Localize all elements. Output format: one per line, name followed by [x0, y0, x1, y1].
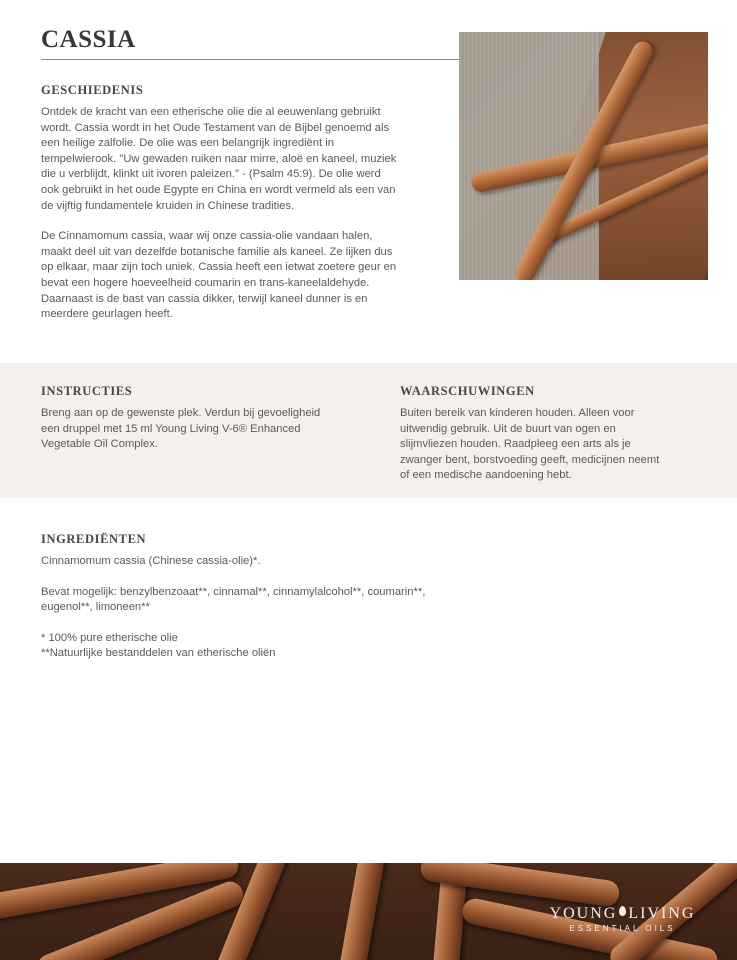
ingredients-heading: INGREDIËNTEN: [41, 532, 147, 546]
cinnamon-sticks-photo: [459, 32, 708, 280]
ingredients-main: Cinnamomum cassia (Chinese cassia-olie)*.: [41, 555, 261, 567]
history-body: [41, 105, 399, 323]
brand-name: [535, 905, 710, 923]
cinnamon-stick: [332, 863, 398, 960]
history-paragraph-2: De Cinnamomum cassia, waar wij onze cassia-olie vandaan halen, maakt deel uit van dezelfde botanische familie als kaneel. Ze lijken dus op elkaar, maar zijn toch uniek. Cassia heeft een ietwat zoetere geur en bevat een hogere hoeveelheid coumarin en trans-kaneelaldehyde. Daarnaast is de bast van cassia dikker, terwijl kaneel dunner is en meerdere geurlagen heeft.: [41, 230, 397, 321]
young-living-logo: [535, 905, 710, 933]
history-heading: GESCHIEDENIS: [41, 83, 144, 97]
instructions-section: [41, 384, 341, 453]
history-paragraph-1: Ontdek de kracht van een etherische olie die al eeuwenlang gebruikt wordt. Cassia wordt in het Oude Testament van de Bijbel genoemd als een heilige zalfolie. De olie was een belangrijk ingrediënt in tempelwierook. "Uw gewaden ruiken naar mirre, aloë en kaneel, muziek die u verblijdt, klinkt uit ivoren paleizen." - (Psalm 45:9). De olie werd ook gebruikt in het oude Egypte en China en wordt vermeld als een van de vijftig fundamentele kruiden in Chinese tradities.: [41, 106, 397, 212]
page-title: CASSIA: [41, 26, 136, 53]
warnings-section: [400, 384, 670, 484]
brand-word-2: LIVING: [628, 905, 696, 922]
brand-word-1: YOUNG: [549, 905, 618, 922]
instructions-text: Breng aan op de gewenste plek. Verdun bij gevoeligheid een druppel met 15 ml Young Living V-6® Enhanced Vegetable Oil Complex.: [41, 407, 321, 451]
warnings-text: Buiten bereik van kinderen houden. Alleen voor uitwendig gebruik. Uit de buurt van ogen en slijmvliezen houden. Raadpleeg een arts als je zwanger bent, borstvoeding geeft, medicijnen neemt of een medische aandoening hebt.: [400, 407, 660, 482]
ingredients-note-1: * 100% pure etherische olie: [41, 631, 178, 644]
instructions-heading: INSTRUCTIES: [41, 384, 133, 398]
ingredients-section: [41, 532, 441, 662]
history-section: [41, 83, 399, 323]
ingredients-may-contain: Bevat mogelijk: benzylbenzoaat**, cinnamal**, cinnamylalcohol**, coumarin**, eugenol**, limoneen**: [41, 585, 426, 614]
drop-icon: [619, 906, 626, 916]
ingredients-note-2: **Natuurlijke bestanddelen van etherische oliën: [41, 647, 276, 660]
brand-subtitle: ESSENTIAL OILS: [569, 924, 676, 933]
ingredients-body: [41, 554, 441, 662]
title-divider: [41, 59, 459, 60]
warnings-heading: WAARSCHUWINGEN: [400, 384, 535, 398]
